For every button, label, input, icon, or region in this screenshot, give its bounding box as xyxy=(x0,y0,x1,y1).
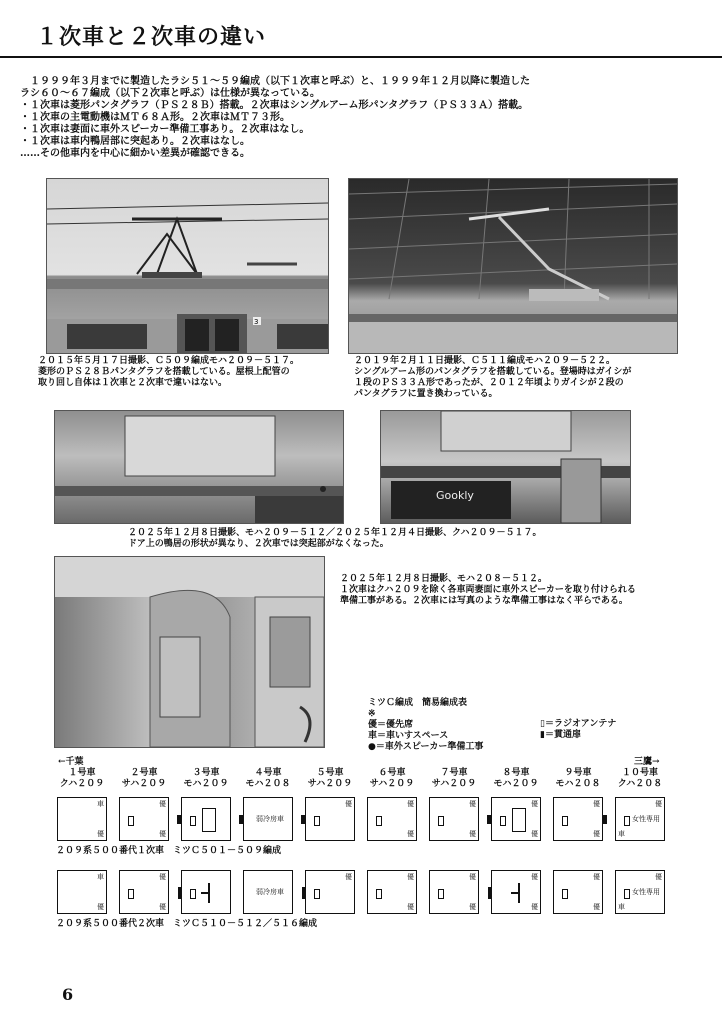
speaker-prep-mark xyxy=(239,815,244,824)
row1-car-5 xyxy=(305,797,355,841)
row2-car-1 xyxy=(57,870,107,914)
priority-seat-mark: 優 xyxy=(531,830,538,838)
photo-ps33a-pantograph xyxy=(348,178,678,354)
wheelchair-mark: 車 xyxy=(618,903,625,911)
car-number: ６号車 xyxy=(378,768,406,778)
car-number: １号車 xyxy=(68,768,96,778)
row2-label: ２０９系５００番代２次車 ミツＣ５１０－５１２／５１６編成 xyxy=(56,919,318,929)
radio-antenna-icon xyxy=(562,816,568,826)
priority-seat-mark: 優 xyxy=(655,800,662,808)
car-header-8 xyxy=(486,768,546,790)
car-number: １０号車 xyxy=(621,768,658,778)
speaker-prep-mark xyxy=(487,815,492,824)
intro-line: ・１次車は妻面に車外スピーカー準備工事あり。２次車はなし。 xyxy=(20,124,310,135)
car-number: ２号車 xyxy=(130,768,158,778)
radio-antenna-icon xyxy=(562,889,568,899)
car-number: ４号車 xyxy=(254,768,282,778)
car-type: クハ２０８ xyxy=(617,779,663,789)
priority-seat-mark: 優 xyxy=(593,800,600,808)
caption-line: ドア上の鴨居の形状が異なり、２次車では突起部がなくなった。 xyxy=(128,539,389,549)
priority-seat-mark: 優 xyxy=(655,873,662,881)
priority-seat-mark: 優 xyxy=(407,903,414,911)
priority-seat-mark: 優 xyxy=(469,903,476,911)
priority-seat-mark: 優 xyxy=(593,830,600,838)
car-number: ３号車 xyxy=(192,768,220,778)
wheelchair-mark: 車 xyxy=(97,800,104,808)
caption-line: ２０１９年２月１１日撮影、Ｃ５１１編成モハ２０９－５２２。 xyxy=(354,356,616,366)
pantograph-diamond-graphic xyxy=(47,179,328,353)
row1-car-6 xyxy=(367,797,417,841)
radio-antenna-icon xyxy=(624,816,630,826)
priority-seat-mark: 優 xyxy=(469,873,476,881)
formation-legend xyxy=(368,698,483,753)
car-type: サハ２０９ xyxy=(307,779,353,789)
car-number-label: 3 xyxy=(254,318,259,326)
row1-car-8 xyxy=(491,797,541,841)
car-type: モハ２０８ xyxy=(245,779,291,789)
car-header-6 xyxy=(362,768,422,790)
priority-seat-mark: 優 xyxy=(97,903,104,911)
row2-car-5 xyxy=(305,870,355,914)
photo-ps28b-pantograph xyxy=(46,178,329,354)
priority-seat-mark: 優 xyxy=(345,873,352,881)
car-header-2 xyxy=(114,768,174,790)
car-type: モハ２０９ xyxy=(183,779,229,789)
women-only-label: 女性専用 xyxy=(632,888,660,896)
speaker-prep-mark xyxy=(602,815,607,824)
priority-seat-mark: 優 xyxy=(159,830,166,838)
priority-seat-mark: 優 xyxy=(97,830,104,838)
photo5-caption xyxy=(340,574,690,607)
intro-line: ・１次車は車内鴨居部に突起あり。２次車はなし。 xyxy=(20,136,250,147)
car-header-3 xyxy=(176,768,236,790)
door-header-graphic xyxy=(381,411,630,523)
caption-line: 菱形のＰＳ２８Ｂパンタグラフを搭載している。屋根上配管の xyxy=(38,367,290,377)
row2-car-8 xyxy=(491,870,541,914)
radio-antenna-icon xyxy=(190,889,196,899)
radio-antenna-icon xyxy=(438,889,444,899)
legend-item: ▮＝貫通扉 xyxy=(540,730,581,740)
caption-line: シングルアーム形のパンタグラフを搭載している。登場時はガイシが xyxy=(354,367,632,377)
formation-note: ※ xyxy=(368,709,376,719)
priority-seat-mark: 優 xyxy=(407,800,414,808)
row2-car-2 xyxy=(119,870,169,914)
priority-seat-mark: 優 xyxy=(159,903,166,911)
intro-line: １９９９年３月までに製造したラシ５１～５９編成（以下１次車と呼ぶ）と、１９９９年１２月以降に製造した xyxy=(20,76,530,87)
caption-line: １段のＰＳ３３Ａ形であったが、２０１２年頃よりガイシが２段の xyxy=(354,378,624,388)
priority-seat-mark: 優 xyxy=(469,800,476,808)
car-type: サハ２０９ xyxy=(121,779,167,789)
caption-line: ２０２５年１２月８日撮影、モハ２０９－５１２／２０２５年１２月４日撮影、クハ２０９－５１７。 xyxy=(128,528,542,538)
intro-line: ……その他車内を中心に細かい差異が確認できる。 xyxy=(20,148,250,159)
legend-item: ▯＝ラジオアンテナ xyxy=(540,719,617,729)
car-header-7 xyxy=(424,768,484,790)
priority-seat-mark: 優 xyxy=(159,800,166,808)
car-header-10 xyxy=(610,768,670,790)
row1-car-10 xyxy=(615,797,665,841)
pantograph-diamond-icon xyxy=(512,808,526,832)
car-type: サハ２０９ xyxy=(369,779,415,789)
speaker-prep-mark xyxy=(177,815,182,824)
gangway-door-mark xyxy=(302,887,306,899)
title-rule xyxy=(0,56,722,58)
page-number: 6 xyxy=(62,985,74,1004)
radio-antenna-icon xyxy=(314,816,320,826)
wheelchair-mark: 車 xyxy=(97,873,104,881)
formation-legend-right xyxy=(540,719,616,741)
car-header-1 xyxy=(52,768,112,790)
intro-line: ・１次車の主電動機はＭＴ６８Ａ形。２次車はＭＴ７３形。 xyxy=(20,112,290,123)
legend-item: ●＝車外スピーカー準備工事 xyxy=(368,742,484,752)
photo-car-end-face xyxy=(54,556,325,748)
intro-line: ラシ６０～６７編成（以下２次車と呼ぶ）は仕様が異なっている。 xyxy=(20,88,320,99)
row2-car-6 xyxy=(367,870,417,914)
caption-line: ２０１５年５月１７日撮影、Ｃ５０９編成モハ２０９－５１７。 xyxy=(38,356,300,366)
priority-seat-mark: 優 xyxy=(345,800,352,808)
priority-seat-mark: 優 xyxy=(531,903,538,911)
priority-seat-mark: 優 xyxy=(531,873,538,881)
radio-antenna-icon xyxy=(190,816,196,826)
priority-seat-mark: 優 xyxy=(159,873,166,881)
row2-car-10 xyxy=(615,870,665,914)
radio-antenna-icon xyxy=(438,816,444,826)
row1-car-2 xyxy=(119,797,169,841)
car-header-5 xyxy=(300,768,360,790)
car-type: モハ２０９ xyxy=(493,779,539,789)
car-number: ７号車 xyxy=(440,768,468,778)
legend-item: 車＝車いすスペース xyxy=(368,731,449,741)
gangway-door-mark xyxy=(488,887,492,899)
radio-antenna-icon xyxy=(500,816,506,826)
car-type: サハ２０９ xyxy=(431,779,477,789)
radio-antenna-icon xyxy=(128,816,134,826)
row1-car-3 xyxy=(181,797,231,841)
radio-antenna-icon xyxy=(376,889,382,899)
page-title: １次車と２次車の違い xyxy=(36,24,267,50)
car-number: ９号車 xyxy=(564,768,592,778)
wheelchair-mark: 車 xyxy=(618,830,625,838)
legend-item: 優＝優先席 xyxy=(368,720,414,730)
priority-seat-mark: 優 xyxy=(593,873,600,881)
radio-antenna-icon xyxy=(128,889,134,899)
caption-line: パンタグラフに置き換わっている。 xyxy=(354,389,498,399)
photo3-caption xyxy=(128,528,688,550)
caption-line: １次車はクハ２０９を除く各車両妻面に車外スピーカーを取り付けられる xyxy=(340,585,636,595)
car-number: ８号車 xyxy=(502,768,530,778)
priority-seat-mark: 優 xyxy=(407,873,414,881)
direction-mitaka: 三鷹→ xyxy=(634,757,660,767)
row2-car-4 xyxy=(243,870,293,914)
row1-car-1 xyxy=(57,797,107,841)
advert-text: Gookly xyxy=(436,489,474,502)
pantograph-single-arm-graphic xyxy=(349,179,677,353)
weak-ac-label: 弱冷房車 xyxy=(256,815,284,823)
caption-line: 取り回し自体は１次車と２次車で違いはない。 xyxy=(38,378,228,388)
gangway-door-mark xyxy=(178,887,182,899)
direction-chiba: ←千葉 xyxy=(58,757,84,767)
photo1-caption xyxy=(38,356,338,389)
priority-seat-mark: 優 xyxy=(593,903,600,911)
photo2-caption xyxy=(354,356,684,400)
pantograph-single-arm-icon xyxy=(511,892,520,894)
speaker-prep-mark xyxy=(301,815,306,824)
car-type: モハ２０８ xyxy=(555,779,601,789)
row2-car-7 xyxy=(429,870,479,914)
priority-seat-mark: 優 xyxy=(531,800,538,808)
radio-antenna-icon xyxy=(314,889,320,899)
photo-door-header-type2 xyxy=(380,410,631,524)
car-type: クハ２０９ xyxy=(59,779,105,789)
intro-line: ・１次車は菱形パンタグラフ（ＰＳ２８Ｂ）搭載。２次車はシングルアーム形パンタグラフ（ＰＳ３３Ａ）搭載。 xyxy=(20,100,529,111)
weak-ac-label: 弱冷房車 xyxy=(256,888,284,896)
women-only-label: 女性専用 xyxy=(632,815,660,823)
radio-antenna-icon xyxy=(624,889,630,899)
formation-title: ミツＣ編成 簡易編成表 xyxy=(368,698,468,708)
caption-line: 準備工事がある。２次車には写真のような準備工事はなく平らである。 xyxy=(340,596,628,606)
door-header-graphic xyxy=(55,411,343,523)
priority-seat-mark: 優 xyxy=(469,830,476,838)
photo-door-header-type1 xyxy=(54,410,344,524)
radio-antenna-icon xyxy=(376,816,382,826)
row2-car-9 xyxy=(553,870,603,914)
car-end-graphic xyxy=(55,557,324,747)
car-header-4 xyxy=(238,768,298,790)
row2-car-3 xyxy=(181,870,231,914)
row1-car-9 xyxy=(553,797,603,841)
caption-line: ２０２５年１２月８日撮影、モハ２０８－５１２。 xyxy=(340,574,548,584)
pantograph-diamond-icon xyxy=(202,808,216,832)
row1-car-4 xyxy=(243,797,293,841)
row1-car-7 xyxy=(429,797,479,841)
car-header-9 xyxy=(548,768,608,790)
pantograph-single-arm-icon xyxy=(201,892,210,894)
car-number: ５号車 xyxy=(316,768,344,778)
priority-seat-mark: 優 xyxy=(407,830,414,838)
intro-text xyxy=(20,76,690,160)
row1-label: ２０９系５００番代１次車 ミツＣ５０１－５０９編成 xyxy=(56,846,282,856)
